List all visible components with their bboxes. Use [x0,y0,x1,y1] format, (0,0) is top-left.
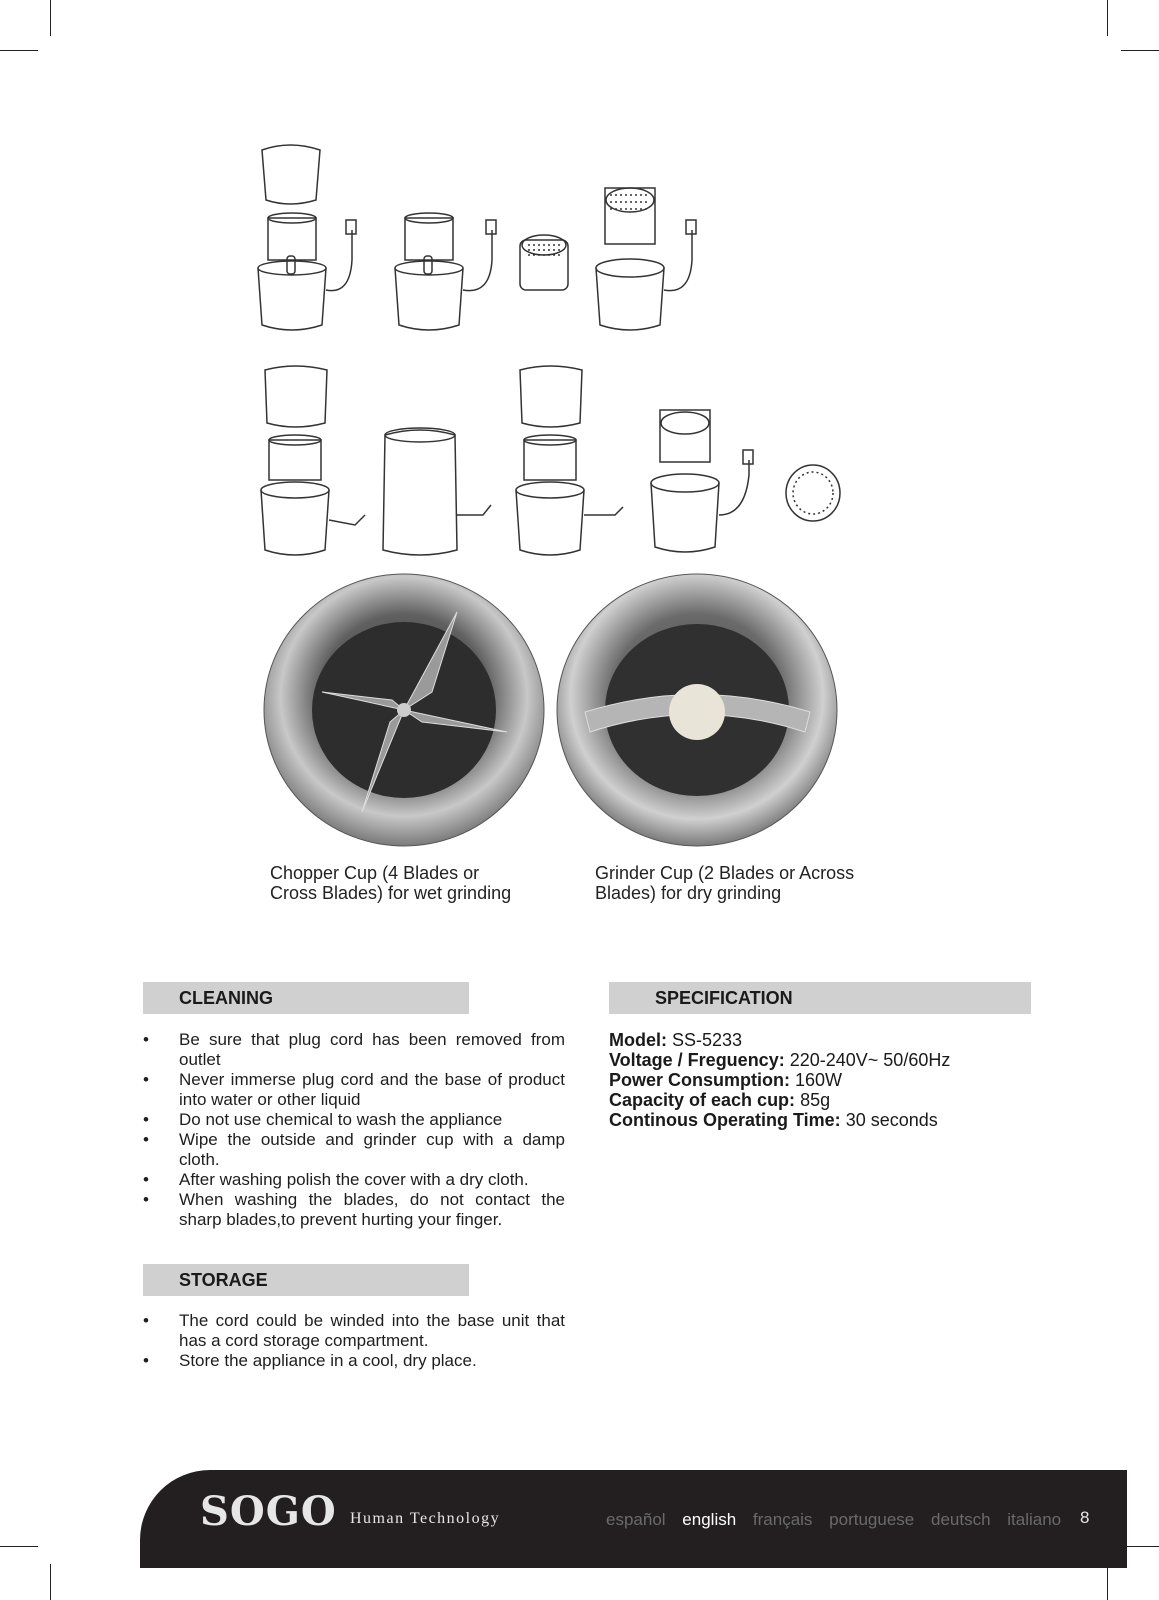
spec-value: 30 seconds [845,1110,938,1130]
spec-row [609,1050,1039,1070]
cleaning-item: • After washing polish the cover with a dry cloth. [143,1170,565,1190]
storage-list [143,1311,565,1371]
spec-row [609,1030,1039,1050]
crop-mark [1107,0,1108,36]
page-footer [140,1470,1127,1568]
crop-mark [1107,1564,1108,1600]
specification-heading: SPECIFICATION [609,982,1031,1014]
storage-item: • The cord could be winded into the base unit that has a cord storage compartment. [143,1311,565,1351]
language-link-portuguese[interactable]: portuguese [829,1510,915,1529]
chopper-cup-photo [262,572,547,847]
spec-value: SS-5233 [672,1030,743,1050]
spec-value: 220-240V~ 50/60Hz [789,1050,951,1070]
product-assembly-illustration-row-2 [255,365,855,570]
storage-item: • Store the appliance in a cool, dry place. [143,1351,565,1371]
grinder-cup-drawing [520,235,568,290]
chopper-open-drawing [395,213,496,330]
cleaning-item: • Do not use chemical to wash the appliance [143,1110,565,1130]
cleaning-item: • When washing the blades, do not contact the sharp blades,to prevent hurting your finger. [143,1190,565,1230]
language-link-francais[interactable]: français [752,1510,813,1529]
spec-row [609,1090,1039,1110]
spec-label: Continous Operating Time: [609,1110,841,1130]
cleaning-heading: CLEANING [143,982,469,1014]
closed-unit-drawing [383,428,491,555]
cleaning-list [143,1030,565,1230]
grinder-assembly-drawing [596,188,696,330]
chopper-stack-drawing [261,366,365,555]
language-link-italiano[interactable]: italiano [1007,1510,1062,1529]
page-number: 8 [1080,1508,1090,1527]
chopper-stack-drawing-2 [516,366,623,555]
spec-value: 160W [795,1070,843,1090]
crop-mark [50,0,51,36]
language-link-english[interactable]: english [682,1510,737,1529]
crop-mark [50,1564,51,1600]
storage-heading: STORAGE [143,1264,469,1296]
crop-mark [0,1546,38,1547]
grinder-cup-photo [555,572,840,847]
language-link-deutsch[interactable]: deutsch [930,1510,991,1529]
language-link-espanol[interactable]: español [606,1510,666,1529]
spec-label: Model: [609,1030,667,1050]
specification-list [609,1030,1039,1130]
cleaning-item: • Wipe the outside and grinder cup with a damp cloth. [143,1130,565,1170]
spec-label: Capacity of each cup: [609,1090,796,1110]
crop-mark [0,50,38,51]
spec-value: 85g [800,1090,831,1110]
brand-logo: SOGO [200,1488,337,1535]
blade-disc-drawing [786,465,840,521]
product-assembly-illustration-row-1 [240,140,740,340]
grinder-stack-drawing [651,410,753,552]
spec-label: Voltage / Freguency: [609,1050,785,1070]
language-selector [606,1510,1073,1530]
brand-tagline: Human Technology [350,1510,501,1527]
spec-row [609,1070,1039,1090]
chopper-cup-caption: Chopper Cup (4 Blades or Cross Blades) for wet grinding [270,863,512,903]
spec-label: Power Consumption: [609,1070,790,1090]
chopper-with-lid-drawing [258,145,356,330]
grinder-cup-caption: Grinder Cup (2 Blades or Across Blades) for dry grinding [595,863,855,903]
spec-row [609,1110,1039,1130]
cleaning-item: • Be sure that plug cord has been removed from outlet [143,1030,565,1070]
crop-mark [1121,50,1159,51]
cleaning-item: • Never immerse plug cord and the base of product into water or other liquid [143,1070,565,1110]
